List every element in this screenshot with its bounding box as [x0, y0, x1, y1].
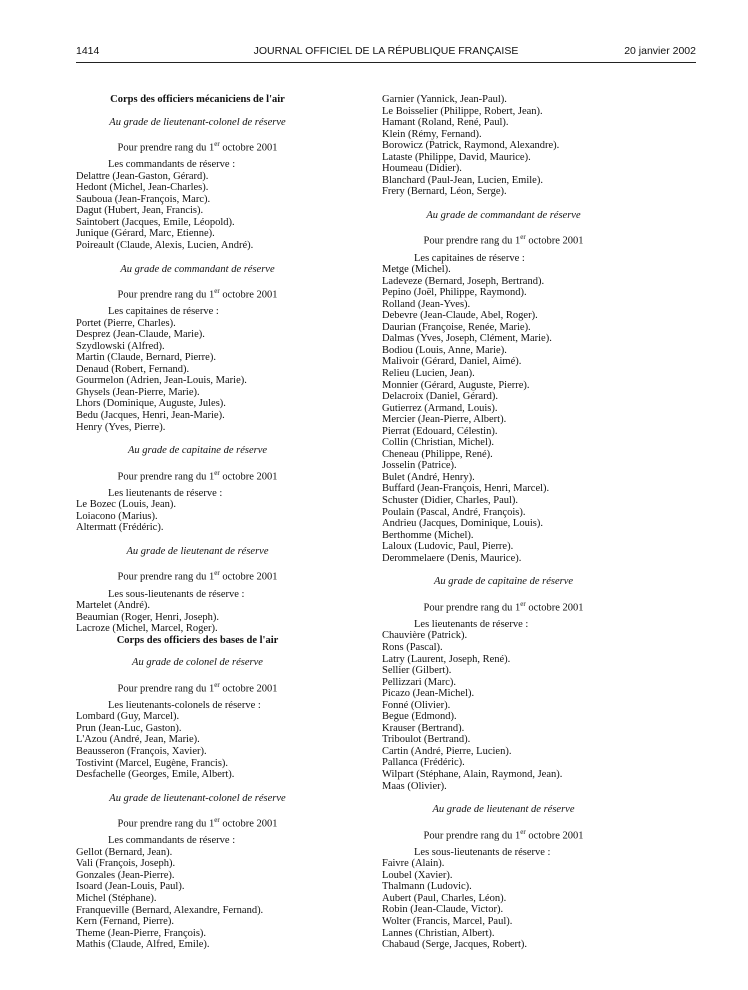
- officer-name: Desfachelle (Georges, Emile, Albert).: [76, 769, 235, 781]
- rank-date-text: Pour prendre rang du 1: [117, 818, 215, 830]
- officer-name: Picazo (Jean-Michel).: [382, 688, 475, 700]
- officer-name: Schuster (Didier, Charles, Paul).: [382, 495, 519, 506]
- header-rule: [76, 62, 696, 63]
- officer-name: Tostivint (Marcel, Eugène, Francis).: [76, 757, 229, 769]
- officer-name: Triboulot (Bertrand).: [382, 734, 471, 746]
- ordinal-suffix: er: [214, 468, 220, 477]
- officer-name: Szydlowski (Alfred).: [76, 340, 165, 352]
- rank-date-month: octobre 2001: [219, 818, 278, 830]
- rank-date-line: [382, 827, 625, 842]
- officer-name: Franqueville (Bernard, Alexandre, Fernand).: [76, 904, 264, 916]
- ordinal-suffix: er: [214, 140, 220, 149]
- rank-date-month: octobre 2001: [219, 683, 278, 695]
- officer-name: Bedu (Jacques, Henri, Jean-Marie).: [76, 410, 225, 422]
- officer-name: Le Bozec (Louis, Jean).: [76, 499, 177, 511]
- grade-heading: Au grade de lieutenant de réserve: [126, 545, 269, 557]
- officer-name: Buffard (Jean-François, Henri, Marcel).: [382, 483, 550, 495]
- officer-name: Beausseron (François, Xavier).: [76, 746, 207, 758]
- officer-name: Lhors (Dominique, Auguste, Jules).: [76, 398, 226, 410]
- rank-date-month: octobre 2001: [219, 571, 278, 583]
- officer-name: Pierrat (Edouard, Célestin).: [382, 425, 498, 437]
- rank-date-line: [76, 139, 319, 154]
- officer-name: Prun (Jean-Luc, Gaston).: [76, 722, 182, 734]
- ordinal-suffix: er: [214, 680, 220, 689]
- rank-date-text: Pour prendre rang du 1: [117, 571, 215, 583]
- rank-date-line: [76, 680, 319, 695]
- officer-name: Josselin (Patrice).: [382, 460, 457, 472]
- officer-name: Mercier (Jean-Pierre, Albert).: [382, 414, 507, 426]
- officer-name: Loiacono (Marius).: [76, 510, 158, 522]
- officer-name: Robin (Jean-Claude, Victor).: [382, 904, 504, 916]
- officer-name: Le Boisselier (Philippe, Robert, Jean).: [382, 105, 543, 117]
- ordinal-suffix: er: [214, 816, 220, 825]
- officer-name: Martin (Claude, Bernard, Pierre).: [76, 352, 216, 364]
- officer-name: Ladeveze (Bernard, Joseph, Bertrand).: [382, 275, 545, 287]
- officer-name: Bodiou (Louis, Anne, Marie).: [382, 344, 507, 356]
- grade-heading: Au grade de lieutenant-colonel de réserve: [109, 116, 286, 128]
- officer-name: Mathis (Claude, Alfred, Emile).: [76, 939, 210, 951]
- officer-name: Gutierrez (Armand, Louis).: [382, 402, 498, 414]
- rank-date-line: [382, 599, 625, 614]
- rank-date-text: Pour prendre rang du 1: [117, 471, 215, 483]
- category-label: Les capitaines de réserve :: [108, 306, 219, 318]
- officer-name: Houmeau (Didier).: [382, 163, 462, 175]
- officer-name: Wolter (Francis, Marcel, Paul).: [382, 915, 513, 927]
- grade-heading: Au grade de lieutenant-colonel de réserve: [109, 792, 286, 804]
- category-label: Les commandants de réserve :: [108, 835, 236, 847]
- officer-name: Poulain (Pascal, André, François).: [382, 506, 526, 518]
- ordinal-suffix: er: [214, 287, 220, 296]
- journal-title: JOURNAL OFFICIEL DE LA RÉPUBLIQUE FRANÇAISE: [253, 45, 519, 57]
- ordinal-suffix: er: [520, 599, 526, 608]
- officer-name: Daurian (Françoise, Renée, Marie).: [382, 321, 531, 333]
- officer-name: Faivre (Alain).: [382, 858, 445, 870]
- spacer: [382, 792, 625, 804]
- category-label: Les sous-lieutenants de réserve :: [414, 846, 551, 858]
- category-label: Les commandants de réserve :: [108, 159, 236, 171]
- officer-name: Loubel (Xavier).: [382, 869, 453, 881]
- rank-date-text: Pour prendre rang du 1: [117, 142, 215, 154]
- officer-name: Pallanca (Frédéric).: [382, 757, 465, 769]
- left-column: [76, 94, 319, 951]
- officer-name: Lacroze (Michel, Marcel, Roger).: [76, 623, 218, 635]
- rank-date-text: Pour prendre rang du 1: [423, 602, 521, 614]
- officer-name: Frery (Bernard, Léon, Serge).: [382, 186, 507, 198]
- category-label: Les lieutenants de réserve :: [108, 487, 223, 499]
- officer-name: Junique (Gérard, Marc, Etienne).: [76, 228, 215, 240]
- officer-name: Dalmas (Yves, Joseph, Clément, Marie).: [382, 333, 552, 345]
- officer-name: Derommelaere (Denis, Maurice).: [382, 552, 522, 564]
- ordinal-suffix: er: [520, 827, 526, 836]
- officer-name: Andrieu (Jacques, Dominique, Louis).: [382, 518, 543, 530]
- page-number: 1414: [76, 45, 100, 57]
- rank-date-text: Pour prendre rang du 1: [423, 235, 521, 247]
- officer-name: Chauvière (Patrick).: [382, 630, 468, 642]
- officer-name: Laloux (Ludovic, Paul, Pierre).: [382, 541, 514, 553]
- officer-name: Henry (Yves, Pierre).: [76, 421, 166, 433]
- officer-name: Maas (Olivier).: [382, 780, 447, 792]
- category-label: Les lieutenants de réserve :: [414, 618, 529, 630]
- rank-date-line: [76, 815, 319, 830]
- officer-name: Ghysels (Jean-Pierre, Marie).: [76, 386, 200, 398]
- category-label: Les sous-lieutenants de réserve :: [108, 588, 245, 600]
- officer-name: Aubert (Paul, Charles, Léon).: [382, 892, 507, 904]
- officer-name: Lombard (Guy, Marcel).: [76, 711, 180, 723]
- officer-name: Delacroix (Daniel, Gérard).: [382, 391, 499, 403]
- spacer: [76, 433, 319, 445]
- officer-name: Krauser (Bertrand).: [382, 722, 465, 734]
- rank-date-line: [76, 468, 319, 483]
- officer-name: Michel (Stéphane).: [76, 892, 157, 904]
- officer-name: Altermatt (Frédéric).: [76, 522, 164, 534]
- officer-name: Klein (Rémy, Fernand).: [382, 128, 482, 140]
- officer-name: Gonzales (Jean-Pierre).: [76, 869, 175, 881]
- grade-heading: Au grade de capitaine de réserve: [433, 576, 574, 588]
- officer-name: Denaud (Robert, Fernand).: [76, 363, 190, 375]
- ordinal-suffix: er: [214, 569, 220, 578]
- rank-date-month: octobre 2001: [525, 235, 584, 247]
- officer-name: Sellier (Gilbert).: [382, 665, 452, 677]
- officer-name: Gourmelon (Adrien, Jean-Louis, Marie).: [76, 375, 247, 387]
- officer-name: Berthomme (Michel).: [382, 529, 474, 541]
- officer-name: Garnier (Yannick, Jean-Paul).: [382, 94, 507, 105]
- grade-heading: Au grade de commandant de réserve: [120, 263, 275, 275]
- officer-name: Debevre (Jean-Claude, Abel, Roger).: [382, 310, 538, 322]
- officer-name: Kern (Fernand, Pierre).: [76, 916, 174, 928]
- officer-name: Dagut (Hubert, Jean, Francis).: [76, 205, 204, 217]
- officer-name: Beaumian (Roger, Henri, Joseph).: [76, 611, 220, 623]
- rank-date-text: Pour prendre rang du 1: [117, 289, 215, 301]
- spacer: [76, 252, 319, 264]
- officer-name: Vali (François, Joseph).: [76, 858, 176, 870]
- officer-name: Begue (Edmond).: [382, 711, 457, 723]
- grade-heading: Au grade de colonel de réserve: [132, 657, 263, 669]
- rank-date-month: octobre 2001: [219, 289, 278, 301]
- category-label: Les lieutenants-colonels de réserve :: [108, 699, 261, 711]
- right-column: [382, 94, 625, 951]
- officer-name: Gellot (Bernard, Jean).: [76, 846, 173, 858]
- grade-heading: Au grade de capitaine de réserve: [127, 445, 268, 457]
- section-heading: Corps des officiers mécaniciens de l'air: [110, 94, 285, 105]
- officer-name: Lannes (Christian, Albert).: [382, 927, 495, 939]
- officer-name: Relieu (Lucien, Jean).: [382, 367, 475, 379]
- rank-date-text: Pour prendre rang du 1: [117, 683, 215, 695]
- officer-name: Fonné (Olivier).: [382, 699, 451, 711]
- ordinal-suffix: er: [520, 233, 526, 242]
- officer-name: Collin (Christian, Michel).: [382, 437, 494, 449]
- officer-name: Poireault (Claude, Alexis, Lucien, André).: [76, 239, 254, 251]
- spacer: [76, 534, 319, 546]
- officer-name: Lataste (Philippe, David, Maurice).: [382, 151, 531, 163]
- officer-name: Monnier (Gérard, Auguste, Pierre).: [382, 379, 530, 391]
- officer-name: Rons (Pascal).: [382, 641, 443, 653]
- officer-name: Portet (Pierre, Charles).: [76, 317, 176, 329]
- officer-name: Wilpart (Stéphane, Alain, Raymond, Jean).: [382, 768, 563, 780]
- rank-date-line: [382, 232, 625, 247]
- officer-name: Blanchard (Paul-Jean, Lucien, Emile).: [382, 174, 543, 186]
- officer-name: Pellizzari (Marc).: [382, 676, 457, 688]
- officer-name: Isoard (Jean-Louis, Paul).: [76, 881, 185, 893]
- rank-date-month: octobre 2001: [525, 602, 584, 614]
- officer-name: Hamant (Roland, René, Paul).: [382, 117, 509, 129]
- officer-name: Latry (Laurent, Joseph, René).: [382, 653, 511, 665]
- spacer: [382, 198, 625, 210]
- officer-name: Bulet (André, Henry).: [382, 471, 475, 483]
- officer-name: Borowicz (Patrick, Raymond, Alexandre).: [382, 140, 560, 152]
- issue-date: 20 janvier 2002: [624, 45, 696, 57]
- officer-name: Hedont (Michel, Jean-Charles).: [76, 182, 209, 194]
- spacer: [76, 781, 319, 793]
- rank-date-month: octobre 2001: [219, 471, 278, 483]
- officer-name: Cheneau (Philippe, René).: [382, 448, 493, 460]
- officer-name: Martelet (André).: [76, 600, 151, 612]
- rank-date-month: octobre 2001: [525, 830, 584, 842]
- rank-date-line: [76, 286, 319, 301]
- rank-date-text: Pour prendre rang du 1: [423, 830, 521, 842]
- officer-name: Saintobert (Jacques, Emile, Léopold).: [76, 216, 235, 228]
- grade-heading: Au grade de lieutenant de réserve: [432, 804, 575, 816]
- officer-name: Desprez (Jean-Claude, Marie).: [76, 329, 205, 341]
- section-heading: Corps des officiers des bases de l'air: [116, 634, 279, 646]
- rank-date-month: octobre 2001: [219, 142, 278, 154]
- officer-name: Rolland (Jean-Yves).: [382, 298, 471, 310]
- category-label: Les capitaines de réserve :: [414, 252, 525, 264]
- officer-name: Malivoir (Gérard, Daniel, Aimé).: [382, 356, 522, 368]
- officer-name: Sauboua (Jean-François, Marc).: [76, 193, 211, 205]
- rank-date-line: [76, 568, 319, 583]
- officer-name: Pepino (Joël, Philippe, Raymond).: [382, 287, 527, 299]
- officer-name: Chabaud (Serge, Jacques, Robert).: [382, 939, 528, 951]
- officer-name: Cartin (André, Pierre, Lucien).: [382, 745, 512, 757]
- officer-name: Delattre (Jean-Gaston, Gérard).: [76, 170, 209, 182]
- spacer: [382, 564, 625, 576]
- officer-name: Thalmann (Ludovic).: [382, 881, 472, 893]
- officer-name: Metge (Michel).: [382, 264, 451, 276]
- officer-name: L'Azou (André, Jean, Marie).: [76, 734, 200, 746]
- grade-heading: Au grade de commandant de réserve: [426, 209, 581, 221]
- officer-name: Theme (Jean-Pierre, François).: [76, 927, 207, 939]
